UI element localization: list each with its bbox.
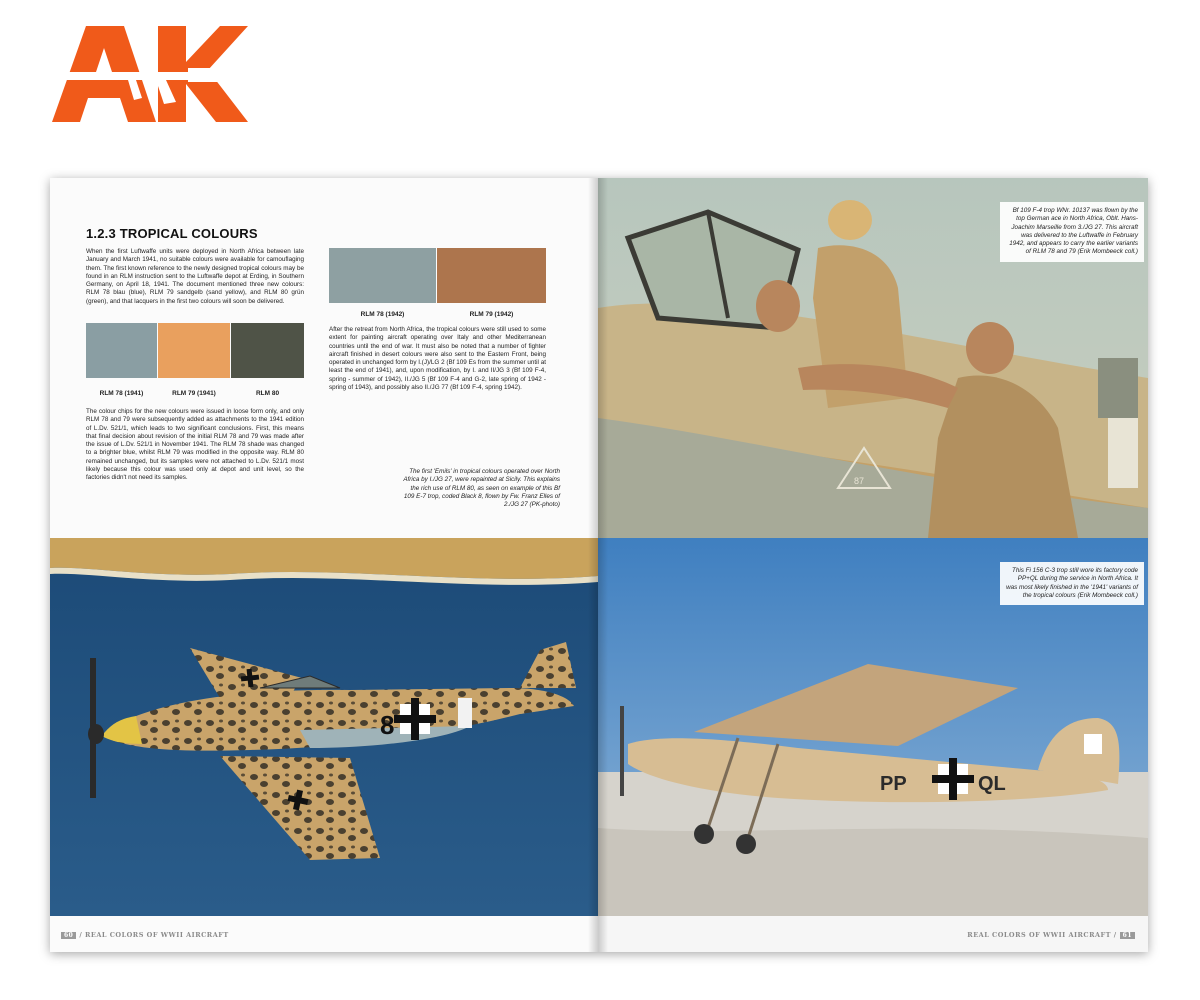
chips-paragraph: The colour chips for the new colours were issued in loose form only, and only RLM 78 and 79 were subsequently added as attachments to the 1941 edition of L.Dv. 521/1, which leads to two significant conclusions. First, this means that final decision about revision of the initial RLM 78 and 79 was made after the issue of L.Dv. 521/1 in November 1941. The RLM 78 shade was changed to a brighter blue, whilst RLM 79 was modified in the opposite way. RLM 80 remained unchanged, but its samples were not attached to L.Dv. 521/1 most likely because this colour was used only at depot and unit level, so the factories didn't not need its samples. <box>86 408 304 482</box>
swatch-rlm80 <box>231 323 304 378</box>
running-title: / REAL COLORS OF WWII AIRCRAFT <box>79 931 229 939</box>
aircraft-code-8: 8 <box>380 710 395 740</box>
triangle-mark: 87 <box>854 476 865 486</box>
swatch-rlm79-1941 <box>158 323 230 378</box>
photo-caption-emils: The first 'Emils' in tropical colours operated over North Africa by I./JG 27, were repainted at Sicily. This explains the rich use of RLM 80, as seen on example of this Bf 109 E-7 trop, coded Black 8, flown by Fw. Franz Elles of 2./JG 27 (PK-photo) <box>403 468 560 509</box>
swatch-label: RLM 78 (1941) <box>99 390 144 397</box>
balkenkreuz-icon <box>394 698 436 740</box>
intro-paragraph: When the first Luftwaffe units were deployed in North Africa between late January and March 1941, no suitable colours were available for camouflaging them. The first known reference to the newly designed tropical colours may be found in an RLM instruction sent to the Luftwaffe depot at Erding, in Southern Germany, on April 18, 1941. The document mentioned three new colours: RLM 78 blau (blue), RLM 79 sandgelb (sand yellow), and RLM 80 grün (green), and that lacquers in the first two colours will soon be delivered. <box>86 248 304 305</box>
balkenkreuz-icon <box>932 758 974 800</box>
swatch-rlm78-1942 <box>329 248 436 303</box>
page-number: 60 <box>61 932 76 939</box>
section-heading: 1.2.3 TROPICAL COLOURS <box>86 226 258 241</box>
swatch-label: RLM 79 (1942) <box>469 311 514 318</box>
retreat-paragraph: After the retreat from North Africa, the tropical colours were still used to some extent for painting aircraft operating over Italy and other Mediterranean countries until the end of war. It must also be noted that a number of fighter aircraft finished in desert colours were also sent to the Eastern Front, being operated in unchanged form by I.(J)/LG 2 (Bf 109 Es from the summer until at least the end of 1941), and, upon modification, by I. and II/JG 3 (Bf 109 F-4, spring - summer of 1942), II./JG 5 (Bf 109 F-4 and G-2, late spring of 1942 - spring of 1943), and possibly also II./JG 77 (Bf 109 F-4, spring 1942). <box>329 326 546 392</box>
bf109-photo <box>50 538 598 916</box>
swatch-rlm79-1942 <box>437 248 546 303</box>
swatch-rlm78-1941 <box>86 323 157 378</box>
left-page <box>50 178 598 952</box>
storch-code-pp: PP <box>880 773 907 795</box>
right-footer <box>967 931 1138 939</box>
swatch-label: RLM 78 (1942) <box>360 311 405 318</box>
swatch-label: RLM 80 <box>255 390 280 397</box>
page-number: 61 <box>1120 932 1135 939</box>
running-title: REAL COLORS OF WWII AIRCRAFT / <box>967 931 1117 939</box>
magazine-spread <box>50 178 1148 952</box>
swatch-label: RLM 79 (1941) <box>172 390 216 397</box>
photo-caption-storch: This Fi 156 C-3 trop still wore its factory code PP+QL during the service in North Africa. It was most likely finished in the '1941' variants of the tropical colours (Erik Mombeeck coll.) <box>1000 562 1144 605</box>
right-page <box>598 178 1148 952</box>
left-footer <box>58 931 229 939</box>
storch-code-ql: QL <box>978 773 1006 795</box>
photo-caption-marseille: Bf 109 F-4 trop WNr. 10137 was flown by the top German ace in North Africa, Oblt. Hans-Joachim Marseille from 3./JG 27. This aircraft was delivered to the Luftwaffe in February 1942, and appears to carry the earlier variants of RLM 78 and 79 (Erik Mombeeck coll.) <box>1000 202 1144 262</box>
ak-logo <box>52 22 248 122</box>
